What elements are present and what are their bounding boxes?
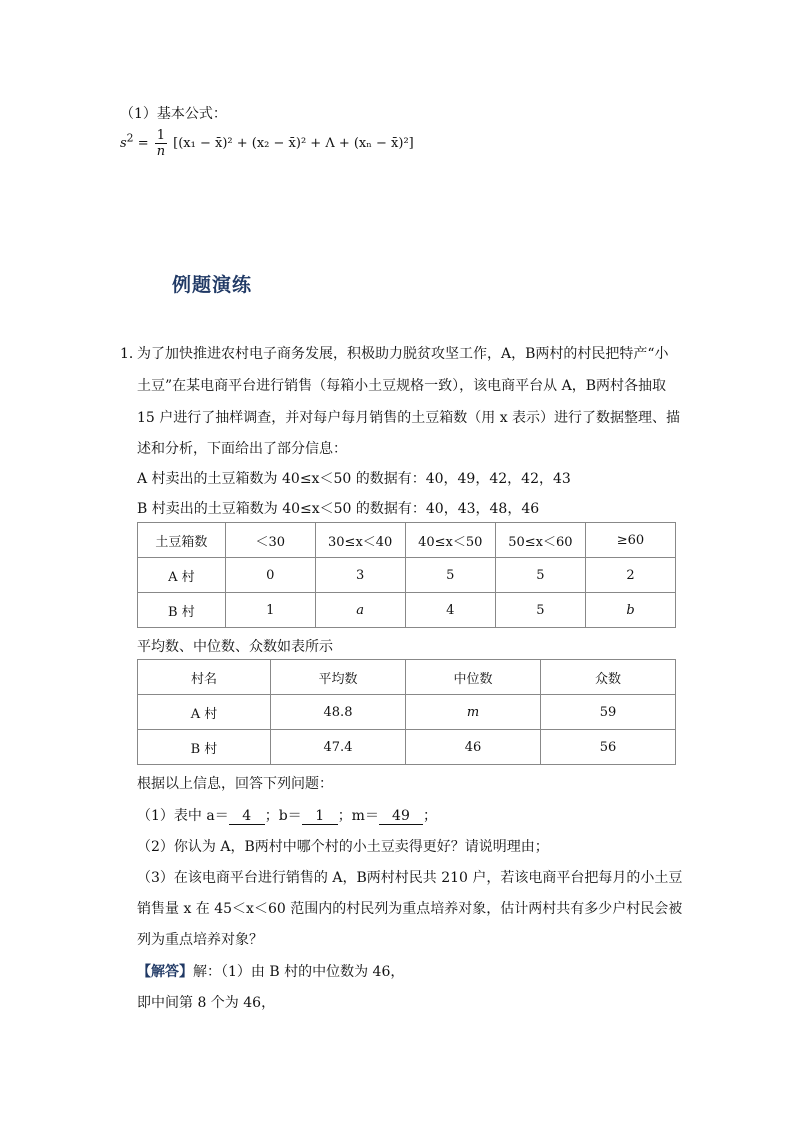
table-cell: a (315, 593, 405, 628)
table-header-cell: 50≤x＜60 (495, 523, 585, 558)
table-row (138, 593, 676, 628)
question-3-line-1: （3）在该电商平台进行销售的 A，B两村村民共 210 户，若该电商平台把每月的小土豆 (137, 870, 683, 886)
problem-number: 1． (120, 346, 143, 362)
table-cell: m (406, 695, 541, 730)
formula-frac-den: n (156, 144, 166, 159)
table-row (138, 558, 676, 593)
question-1 (137, 805, 437, 825)
problem-line-4: 述和分析，下面给出了部分信息： (137, 441, 347, 457)
answer-text-1: 解：（1）由 B 村的中位数为 46， (193, 964, 405, 980)
q1-answer-m: 49 (379, 808, 423, 825)
table-cell: 0 (225, 558, 315, 593)
table-header-cell: 40≤x＜50 (405, 523, 495, 558)
problem-line-1: 为了加快推进农村电子商务发展，积极助力脱贫攻坚工作，A，B两村的村民把特产“小 (137, 346, 669, 362)
q1-mid1: ；b＝ (264, 808, 302, 824)
table2-caption: 平均数、中位数、众数如表所示 (137, 639, 333, 655)
table-cell: 56 (541, 730, 676, 765)
table-cell: 4 (405, 593, 495, 628)
formula-body: [(x₁ − x̄)² + (x₂ − x̄)² + Λ + (xₙ − x̄)²] (173, 136, 414, 151)
table-header-cell: 村名 (138, 660, 271, 695)
formula-fraction (155, 128, 167, 159)
table-row (138, 695, 676, 730)
table-row (138, 730, 676, 765)
table-cell: 3 (315, 558, 405, 593)
q1-answer-b: 1 (302, 808, 338, 825)
table-cell: 48.8 (270, 695, 405, 730)
formula-frac-num: 1 (156, 128, 166, 143)
statistics-table (137, 659, 676, 765)
q1-end: ； (422, 808, 437, 824)
table-cell: 5 (405, 558, 495, 593)
table-cell: A 村 (138, 558, 226, 593)
problem-line-3: 15 户进行了抽样调查，并对每户每月销售的土豆箱数（用 x 表示）进行了数据整理、描 (137, 410, 681, 426)
formula-heading: （1）基本公式： (120, 106, 227, 122)
section-title: 例题演练 (172, 274, 253, 296)
table-cell: B 村 (138, 730, 271, 765)
table-cell: 5 (495, 558, 585, 593)
table-header-row (138, 660, 676, 695)
q1-answer-a: 4 (229, 808, 265, 825)
question-3-line-2: 销售量 x 在 45＜x＜60 范围内的村民列为重点培养对象，估计两村共有多少户村民会被 (137, 901, 683, 917)
table-header-cell: 众数 (541, 660, 676, 695)
variance-formula: $s^2$ = $\frac{1}{n}$ [(x₁ − x̄)² + (x₂ − x̄)² + Λ + (xₙ − x̄)²] (120, 128, 414, 159)
table-cell: 59 (541, 695, 676, 730)
table-header-cell: ＜30 (225, 523, 315, 558)
table-header-cell: ≥60 (585, 523, 675, 558)
table-cell: 46 (406, 730, 541, 765)
answer-line-2: 即中间第 8 个为 46， (137, 995, 276, 1011)
answer-line-1 (137, 961, 404, 981)
questions-intro: 根据以上信息，回答下列问题： (137, 776, 333, 792)
table-cell: 5 (495, 593, 585, 628)
question-3-line-3: 列为重点培养对象？ (137, 932, 263, 948)
table-cell: 47.4 (270, 730, 405, 765)
data-b-village: B 村卖出的土豆箱数为 40≤x＜50 的数据有：40，43，48，46 (137, 501, 540, 517)
answer-tag: 【解答】 (137, 964, 193, 980)
question-2: （2）你认为 A，B两村中哪个村的小土豆卖得更好？请说明理由； (137, 839, 549, 855)
frequency-table (137, 522, 676, 628)
table-header-cell: 30≤x＜40 (315, 523, 405, 558)
table-cell: b (585, 593, 675, 628)
formula-lhs: s (120, 136, 127, 151)
table-cell: A 村 (138, 695, 271, 730)
problem-line-2: 土豆”在某电商平台进行销售（每箱小土豆规格一致），该电商平台从 A，B两村各抽取 (137, 378, 667, 394)
table-header-cell: 土豆箱数 (138, 523, 226, 558)
table-cell: B 村 (138, 593, 226, 628)
q1-prefix: （1）表中 a＝ (137, 808, 229, 824)
table-header-row (138, 523, 676, 558)
table-cell: 2 (585, 558, 675, 593)
table-header-cell: 中位数 (406, 660, 541, 695)
table-cell: 1 (225, 593, 315, 628)
data-a-village: A 村卖出的土豆箱数为 40≤x＜50 的数据有：40，49，42，42，43 (137, 471, 571, 487)
q1-mid2: ；m＝ (337, 808, 379, 824)
table-header-cell: 平均数 (270, 660, 405, 695)
